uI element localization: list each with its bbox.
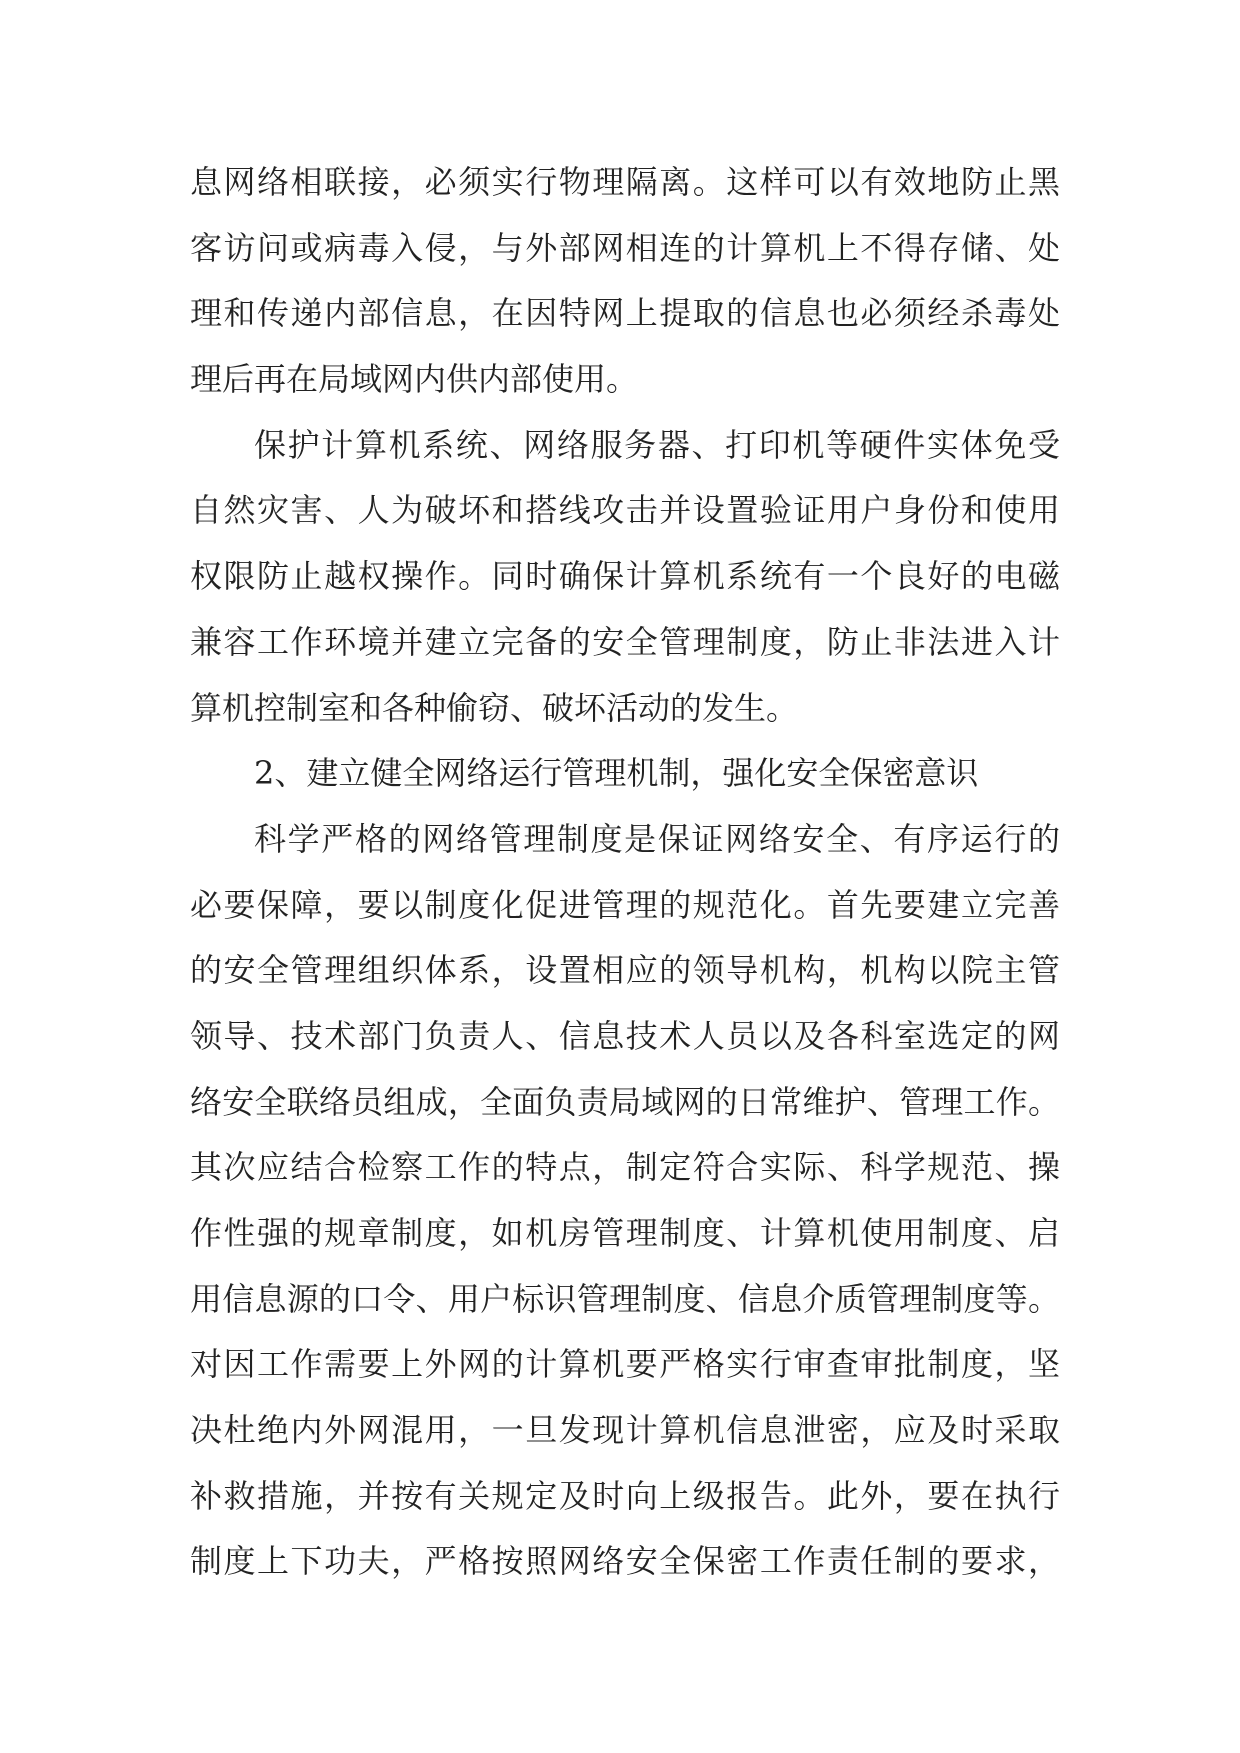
- document-page: [190, 150, 1060, 1595]
- text-line: 络安全联络员组成，全面负责局域网的日常维护、管理工作。: [190, 1082, 1060, 1121]
- text-line: 保护计算机系统、网络服务器、打印机等硬件实体免受: [254, 425, 1060, 464]
- text-line: 决杜绝内外网混用，一旦发现计算机信息泄密，应及时采取: [190, 1411, 1060, 1450]
- text-line: 权限防止越权操作。同时确保计算机系统有一个良好的电磁: [190, 557, 1060, 596]
- text-line: 用信息源的口令、用户标识管理制度、信息介质管理制度等。: [190, 1279, 1060, 1318]
- text-line: 作性强的规章制度，如机房管理制度、计算机使用制度、启: [190, 1214, 1060, 1252]
- text-line: 兼容工作环境并建立完备的安全管理制度，防止非法进入计: [190, 622, 1060, 661]
- text-line: 其次应结合检察工作的特点，制定符合实际、科学规范、操: [190, 1148, 1060, 1187]
- text-line: 理后再在局域网内供内部使用。: [190, 360, 639, 399]
- text-line: 息网络相联接，必须实行物理隔离。这样可以有效地防止黑: [190, 163, 1060, 201]
- text-line: 对因工作需要上外网的计算机要严格实行审查审批制度，坚: [190, 1345, 1060, 1384]
- section-heading: 2、建立健全网络运行管理机制，强化安全保密意识: [254, 754, 979, 793]
- text-line: 补救措施，并按有关规定及时向上级报告。此外，要在执行: [190, 1476, 1060, 1515]
- text-line: 的安全管理组织体系，设置相应的领导机构，机构以院主管: [190, 951, 1060, 990]
- text-line: 制度上下功夫，严格按照网络安全保密工作责任制的要求，: [190, 1542, 1060, 1581]
- text-line: 领导、技术部门负责人、信息技术人员以及各科室选定的网: [190, 1016, 1060, 1055]
- text-line: 客访问或病毒入侵，与外部网相连的计算机上不得存储、处: [190, 228, 1060, 267]
- text-line: 必要保障，要以制度化促进管理的规范化。首先要建立完善: [190, 885, 1060, 924]
- text-line: 科学严格的网络管理制度是保证网络安全、有序运行的: [254, 819, 1060, 858]
- text-line: 理和传递内部信息，在因特网上提取的信息也必须经杀毒处: [190, 294, 1060, 333]
- text-line: 自然灾害、人为破坏和搭线攻击并设置验证用户身份和使用: [190, 491, 1060, 530]
- text-line: 算机控制室和各种偷窃、破坏活动的发生。: [190, 688, 799, 727]
